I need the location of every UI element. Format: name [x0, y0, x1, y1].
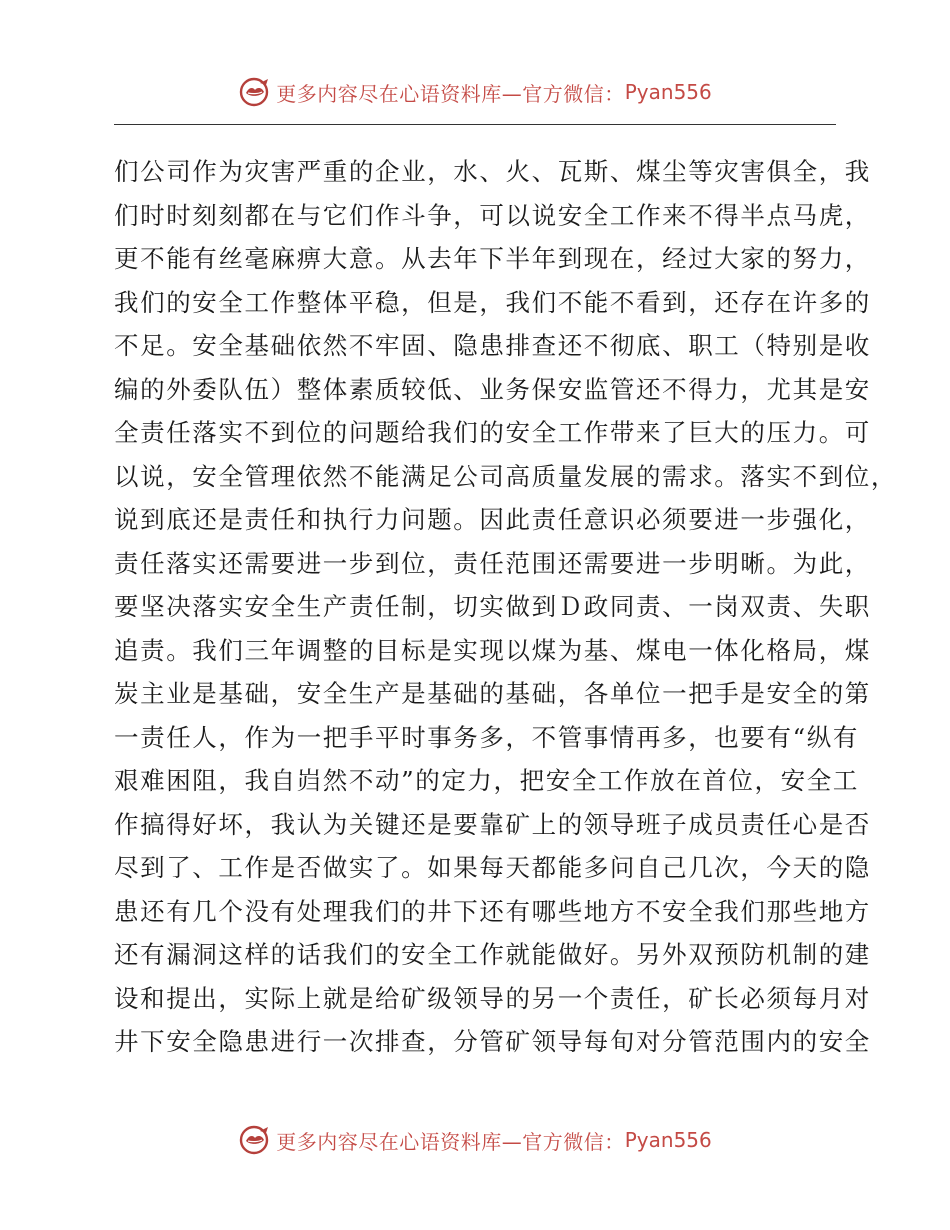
text-line: 我们的安全工作整体平稳，但是，我们不能不看到，还存在许多的 — [114, 287, 871, 317]
lips-logo-icon — [238, 1123, 272, 1157]
text-line: 不足。安全基础依然不牢固、隐患排查还不彻底、职工（特别是收 — [114, 331, 871, 360]
text-line: 还有漏洞这样的话我们的安全工作就能做好。另外双预防机制的建 — [114, 940, 871, 969]
footer-contact-id: Pyan556 — [624, 1128, 712, 1152]
text-line: 们时时刻刻都在与它们作斗争，可以说安全工作来不得半点马虎， — [114, 200, 871, 230]
text-line: 井下安全隐患进行一次排查，分管矿领导每旬对分管范围内的安全 — [114, 1027, 871, 1056]
header-brand-text: 更多内容尽在心语资料库—官方微信： — [276, 81, 625, 106]
text-line: 们公司作为灾害严重的企业，水、火、瓦斯、煤尘等灾害俱全，我 — [114, 157, 871, 186]
text-line: 一责任人，作为一把手平时事务多，不管事情再多，也要有“纵有 — [114, 722, 859, 752]
text-line: 患还有几个没有处理我们的井下还有哪些地方不安全我们那些地方 — [114, 896, 871, 926]
header-contact-id: Pyan556 — [624, 80, 712, 104]
text-line: 作搞得好坏，我认为关键还是要靠矿上的领导班子成员责任心是否 — [114, 809, 871, 839]
text-line: 尽到了、工作是否做实了。如果每天都能多问自己几次，今天的隐 — [114, 853, 871, 882]
text-line: 编的外委队伍）整体素质较低、业务保安监管还不得力，尤其是安 — [114, 374, 871, 404]
document-body — [114, 150, 897, 1064]
text-line: 全责任落实不到位的问题给我们的安全工作带来了巨大的压力。可 — [114, 418, 871, 447]
header-divider — [114, 124, 836, 125]
text-line: 追责。我们三年调整的目标是实现以煤为基、煤电一体化格局，煤 — [114, 635, 871, 665]
footer-banner — [0, 1120, 950, 1160]
text-line: 责任落实还需要进一步到位，责任范围还需要进一步明晰。为此， — [114, 548, 871, 578]
text-line: 设和提出，实际上就是给矿级领导的另一个责任，矿长必须每月对 — [114, 983, 871, 1013]
text-line: 炭主业是基础，安全生产是基础的基础，各单位一把手是安全的第 — [114, 679, 871, 708]
lips-logo-icon — [238, 75, 272, 109]
text-line: 更不能有丝毫麻痹大意。从去年下半年到现在，经过大家的努力， — [114, 244, 871, 273]
text-line: 说到底还是责任和执行力问题。因此责任意识必须要进一步强化， — [114, 505, 871, 534]
text-line: 以说，安全管理依然不能满足公司高质量发展的需求。落实不到位， — [114, 461, 897, 491]
footer-brand-text: 更多内容尽在心语资料库—官方微信： — [276, 1129, 625, 1154]
header-banner — [0, 72, 950, 112]
text-line: 艰难困阻，我自岿然不动”的定力，把安全工作放在首位，安全工 — [114, 766, 859, 795]
text-line: 要坚决落实安全生产责任制，切实做到Ｄ政同责、一岗双责、失职 — [114, 592, 871, 621]
